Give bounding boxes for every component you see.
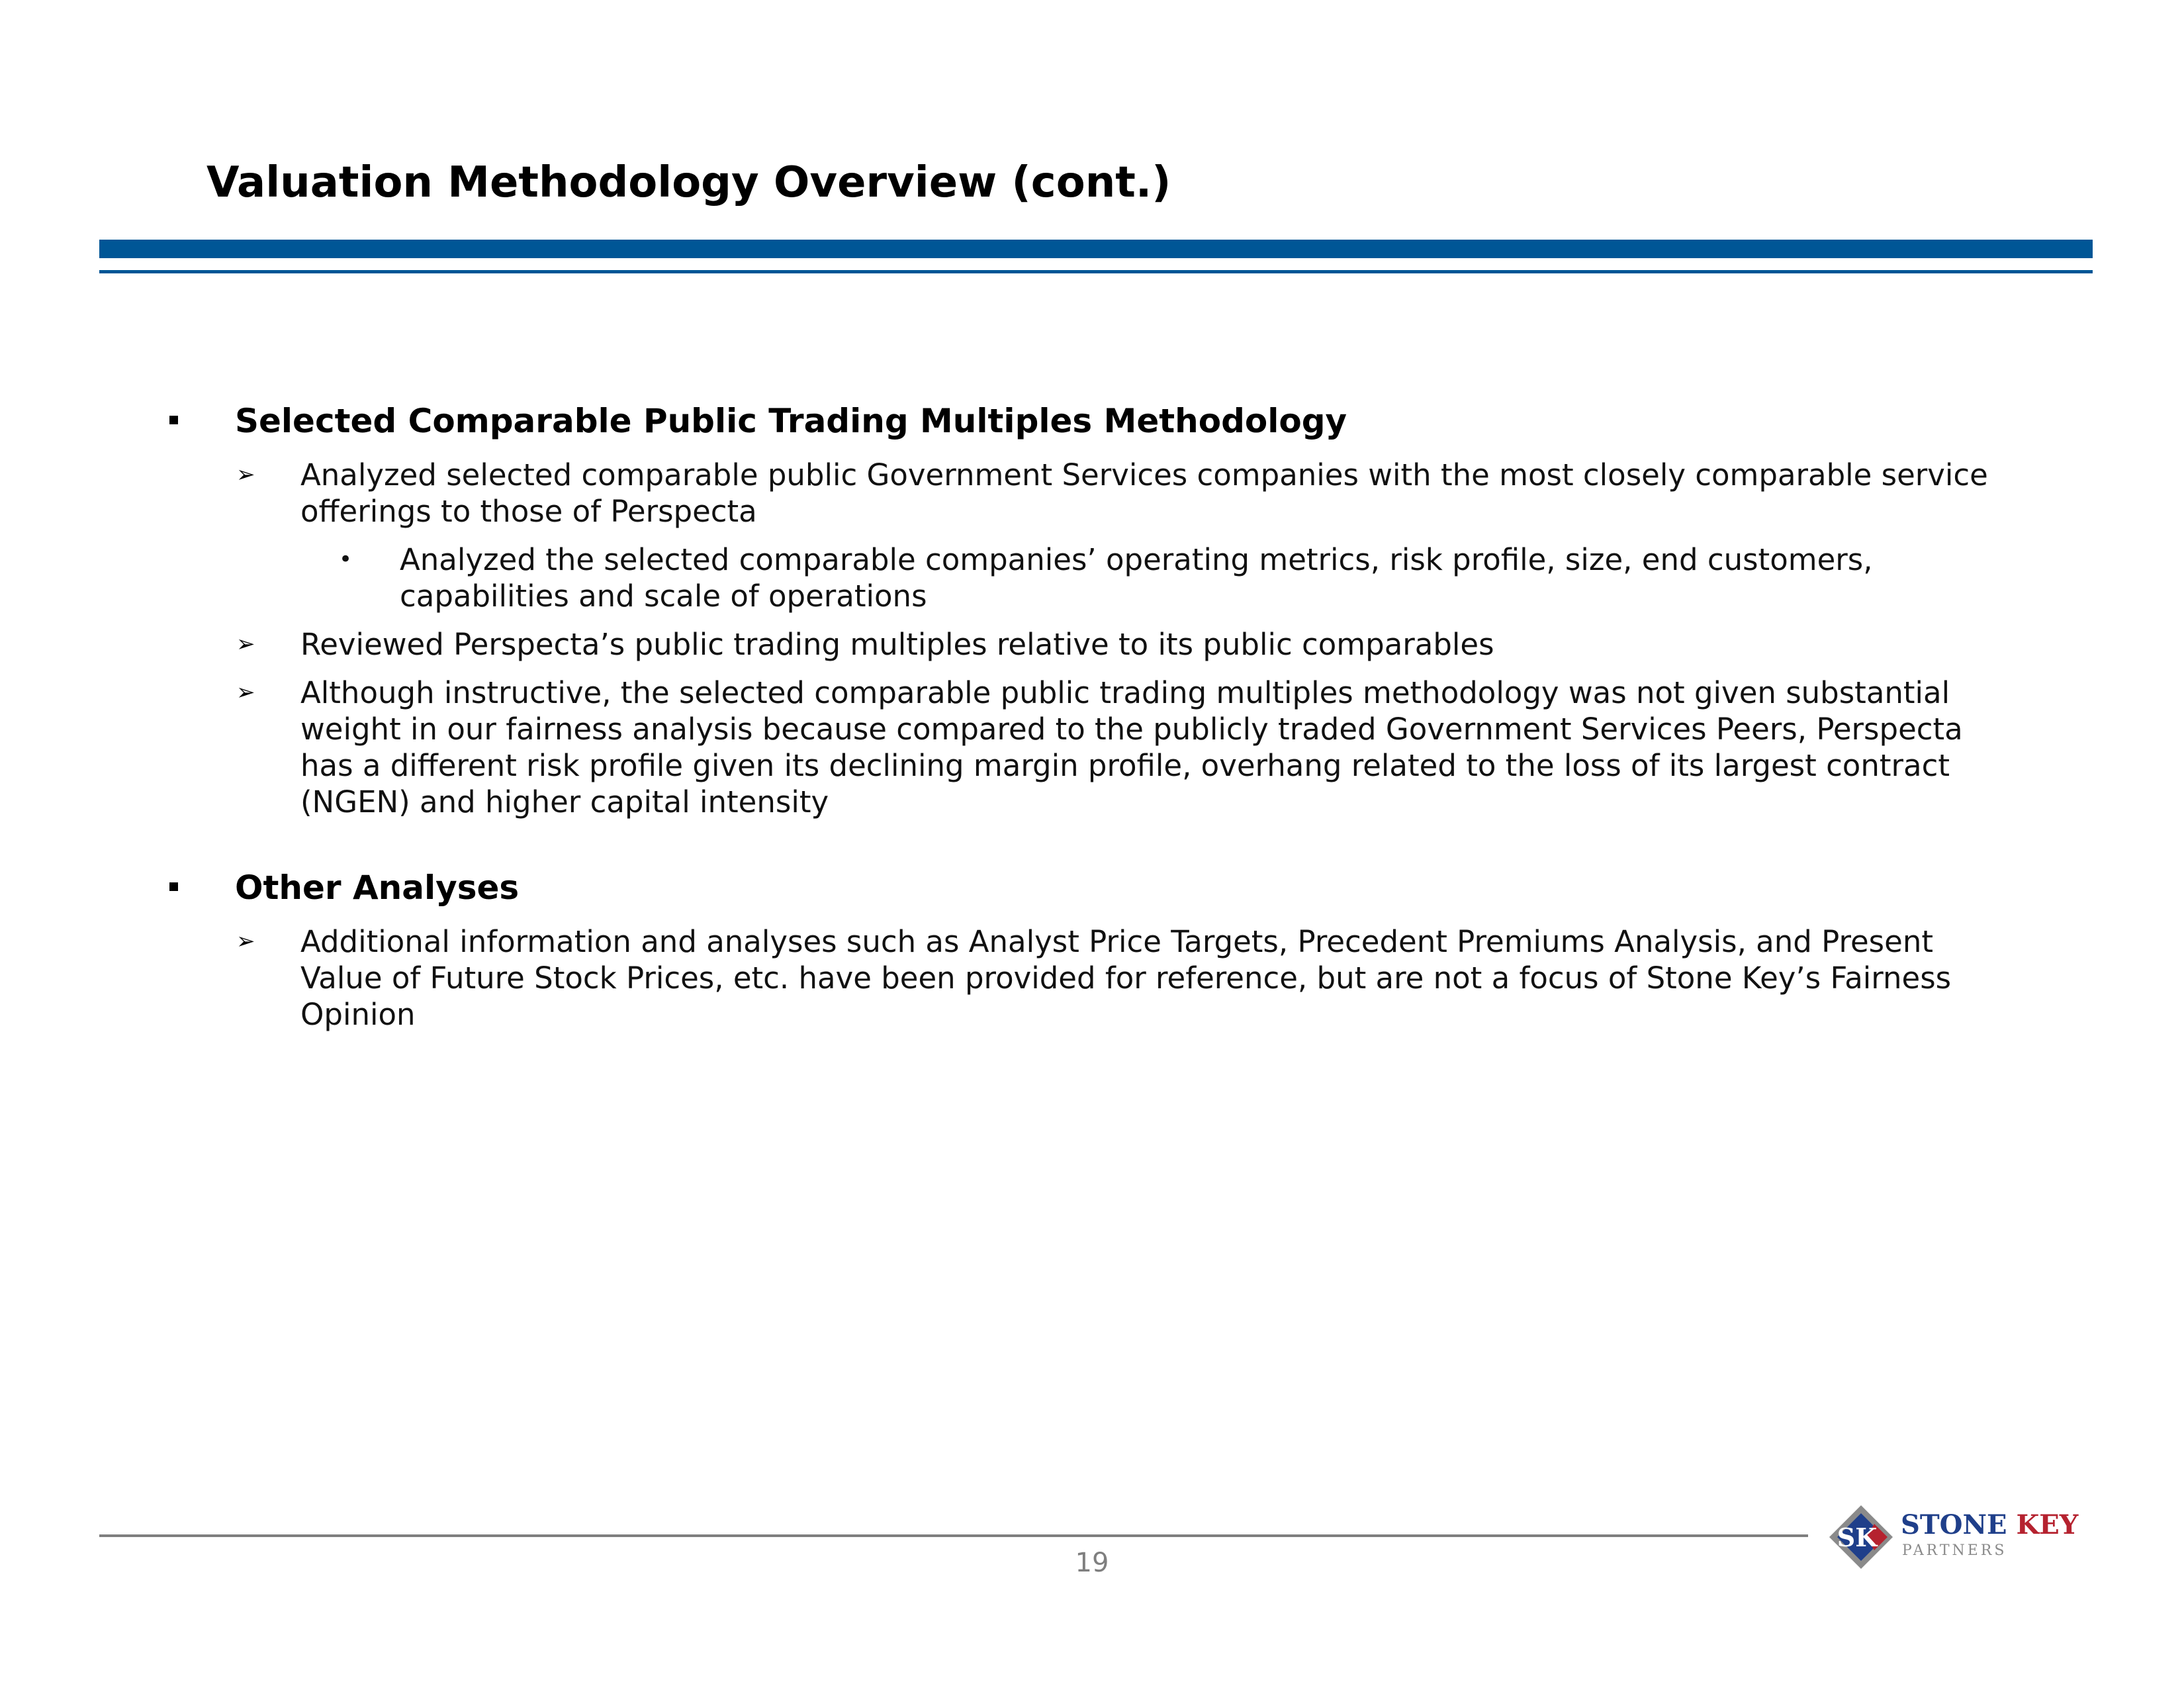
square-bullet-icon (169, 416, 178, 424)
section-comparable-multiples (99, 397, 2019, 820)
logo-mark-text: SK (1837, 1523, 1878, 1552)
list-item (99, 675, 2019, 820)
list-item (99, 923, 2019, 1033)
section-heading (99, 397, 2019, 445)
page-number: 19 (1075, 1548, 1109, 1578)
square-bullet-icon (169, 882, 178, 891)
title-divider-thick (99, 240, 2093, 258)
logo-word-key: KEY (2016, 1509, 2079, 1540)
arrow-bullet-icon: ➢ (236, 928, 255, 955)
arrow-bullet-icon: ➢ (236, 679, 255, 706)
list-item-text: Although instructive, the selected comparable public trading multiples methodology was not given substantial weight in our fairness analysis because compared to the publicly traded Government Services Peers, Perspecta has a different risk profile given its declining margin profile, overhang related to the loss of its largest contract (NGEN) and higher capital intensity (300, 675, 1963, 820)
list-item-text: Analyzed selected comparable public Government Services companies with the most closely comparable service offerings to those of Perspecta (300, 457, 1988, 529)
arrow-bullet-icon: ➢ (236, 461, 255, 488)
stone-key-logo (1828, 1504, 2079, 1570)
title-divider-thin (99, 270, 2093, 273)
list-item-text: Reviewed Perspecta’s public trading multiples relative to its public comparables (300, 627, 1494, 662)
list-item-text: Additional information and analyses such as Analyst Price Targets, Precedent Premiums Analysis, and Present Value of Future Stock Prices, etc. have been provided for reference, but are not a focus of Stone Key’s Fairness Opinion (300, 924, 1952, 1032)
arrow-bullet-icon: ➢ (236, 631, 255, 657)
list-item (99, 626, 2019, 663)
sub-list-item-text: Analyzed the selected comparable companies’ operating metrics, risk profile, size, end customers, capabilities and scale of operations (400, 542, 1873, 614)
section-other-analyses (99, 864, 2019, 1033)
footer-divider (99, 1534, 1808, 1537)
section-heading-text: Selected Comparable Public Trading Multiples Methodology (235, 402, 1347, 440)
logo-wordmark (1901, 1511, 2078, 1540)
logo-subtitle: PARTNERS (1902, 1542, 2007, 1559)
list-item (99, 457, 2019, 530)
section-heading-text: Other Analyses (235, 868, 520, 907)
slide-body (99, 397, 2019, 1076)
logo-word-stone: STONE (1901, 1509, 2007, 1540)
dot-bullet-icon: • (339, 546, 353, 573)
stone-key-logo-icon (1828, 1504, 1894, 1570)
sub-list-item (99, 541, 2019, 614)
section-heading (99, 864, 2019, 912)
page-title: Valuation Methodology Overview (cont.) (206, 158, 1171, 207)
